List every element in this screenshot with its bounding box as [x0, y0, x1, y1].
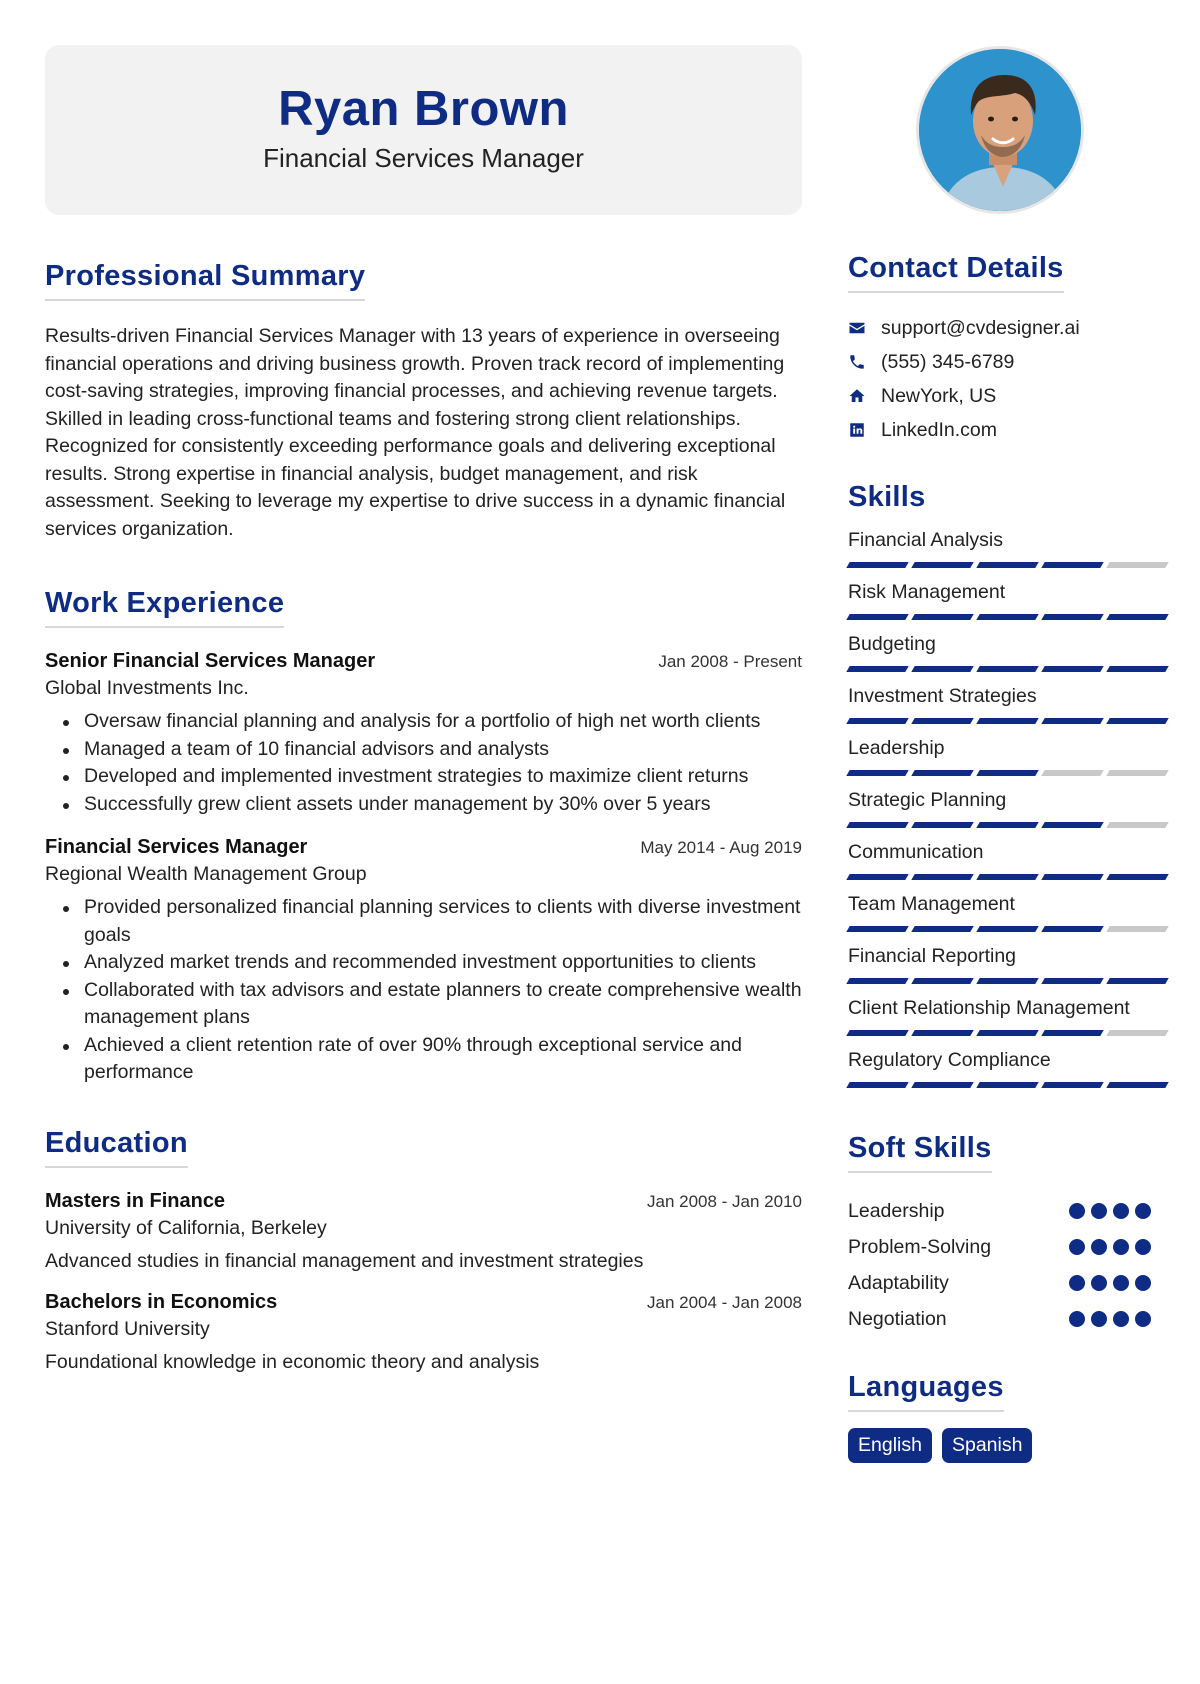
- skill-segment-filled: [976, 770, 1038, 776]
- section-skills: [848, 481, 1173, 1088]
- skill-level-bar: [848, 874, 1173, 880]
- skill-segment-filled: [911, 978, 973, 984]
- job-dates: Jan 2008 - Present: [658, 652, 802, 671]
- rating-dot-filled: [1091, 1275, 1107, 1291]
- skill-segment-filled: [1041, 874, 1103, 880]
- rating-dot-filled: [1069, 1239, 1085, 1255]
- skill-segment-filled: [1041, 1082, 1103, 1088]
- degree-name: Masters in Finance: [45, 1189, 226, 1212]
- rating-dot-filled: [1113, 1239, 1129, 1255]
- contact-email[interactable]: [848, 311, 1173, 345]
- soft-skill-rating: [1069, 1311, 1151, 1327]
- skill-segment-filled: [976, 614, 1038, 620]
- skill-name: Financial Analysis: [848, 529, 1003, 551]
- skill-segment-filled: [846, 666, 908, 672]
- linkedin-text[interactable]: LinkedIn.com: [881, 418, 997, 441]
- candidate-title: Financial Services Manager: [263, 142, 584, 173]
- section-languages: [848, 1371, 1173, 1463]
- skill-level-bar: [848, 562, 1173, 568]
- skill-segment-filled: [1106, 666, 1168, 672]
- list-item: Achieved a client retention rate of over 90% through exceptional service and performance: [45, 1032, 802, 1087]
- skill-name: Financial Reporting: [848, 945, 1017, 967]
- skill-segment-filled: [1041, 822, 1103, 828]
- skill-segment-filled: [846, 978, 908, 984]
- skill-segment-filled: [846, 926, 908, 932]
- contact-heading: Contact Details: [848, 252, 1064, 293]
- phone-icon: [848, 353, 866, 371]
- skill-segment-filled: [976, 718, 1038, 724]
- rating-dot-filled: [1069, 1311, 1085, 1327]
- contact-location: [848, 379, 1173, 413]
- skill-item: [848, 892, 1173, 932]
- rating-dot-filled: [1135, 1275, 1151, 1291]
- contact-phone[interactable]: [848, 345, 1173, 379]
- skill-segment-filled: [911, 822, 973, 828]
- list-item: Provided personalized financial planning services to clients with diverse investment goals: [45, 894, 802, 949]
- skill-item: [848, 944, 1173, 984]
- skill-segment-empty: [1041, 770, 1103, 776]
- job-entry: [45, 650, 802, 818]
- header-card: [45, 45, 802, 215]
- soft-skill-item: [848, 1301, 1173, 1337]
- rating-dot-filled: [1135, 1239, 1151, 1255]
- skill-segment-filled: [846, 562, 908, 568]
- skill-segment-filled: [1106, 978, 1168, 984]
- job-role: Senior Financial Services Manager: [45, 650, 376, 672]
- language-badge: English: [848, 1428, 932, 1463]
- skill-segment-filled: [1041, 666, 1103, 672]
- soft-skills-list: [848, 1193, 1173, 1337]
- job-bullets: [45, 894, 802, 1087]
- skill-item: [848, 684, 1173, 724]
- skill-segment-filled: [976, 978, 1038, 984]
- skill-segment-empty: [1106, 562, 1168, 568]
- skill-segment-filled: [976, 822, 1038, 828]
- soft-skill-rating: [1069, 1275, 1151, 1291]
- skill-item: [848, 788, 1173, 828]
- skill-segment-filled: [911, 562, 973, 568]
- home-icon: [848, 387, 866, 405]
- skill-segment-filled: [976, 1030, 1038, 1036]
- skill-segment-filled: [1106, 1082, 1168, 1088]
- skill-item: [848, 528, 1173, 568]
- soft-skill-item: [848, 1193, 1173, 1229]
- job-entry: [45, 836, 802, 1087]
- list-item: Developed and implemented investment strategies to maximize client returns: [45, 763, 802, 791]
- skill-name: Communication: [848, 841, 984, 863]
- section-experience: [45, 587, 802, 1087]
- degree-name: Bachelors in Economics: [45, 1290, 278, 1313]
- skill-segment-empty: [1106, 822, 1168, 828]
- skill-level-bar: [848, 770, 1173, 776]
- skill-segment-filled: [1041, 614, 1103, 620]
- envelope-icon: [848, 319, 866, 337]
- list-item: Managed a team of 10 financial advisors and analysts: [45, 736, 802, 764]
- skill-item: [848, 1048, 1173, 1088]
- skill-name: Team Management: [848, 893, 1015, 915]
- skill-name: Risk Management: [848, 581, 1006, 603]
- section-contact: [848, 252, 1173, 447]
- skill-segment-filled: [1041, 926, 1103, 932]
- contact-linkedin[interactable]: [848, 413, 1173, 447]
- candidate-name: Ryan Brown: [278, 82, 569, 136]
- rating-dot-filled: [1113, 1275, 1129, 1291]
- skill-segment-filled: [846, 1082, 908, 1088]
- skill-name: Budgeting: [848, 633, 936, 655]
- education-dates: Jan 2004 - Jan 2008: [646, 1292, 802, 1312]
- list-item: Analyzed market trends and recommended investment opportunities to clients: [45, 949, 802, 977]
- education-heading: Education: [45, 1127, 188, 1168]
- phone-text: (555) 345-6789: [881, 350, 1015, 373]
- skill-segment-empty: [1106, 1030, 1168, 1036]
- education-description: Foundational knowledge in economic theory and analysis: [45, 1350, 540, 1373]
- skill-level-bar: [848, 666, 1173, 672]
- education-entry: [45, 1190, 802, 1273]
- skill-segment-filled: [846, 770, 908, 776]
- skills-heading: Skills: [848, 481, 926, 513]
- summary-text: Results-driven Financial Services Manager with 13 years of experience in overseeing financial operations and driving business growth. Proven track record of implementing cost-saving strategies, improving financial processes, and achieving revenue targets. Skilled in leading cross-functional teams and fostering strong client relationships. Recognized for consistently exceeding performance goals and delivering exceptional results. Strong expertise in financial analysis, budget management, and risk assessment. Seeking to leverage my expertise to drive success in a dynamic financial services organization.: [45, 325, 786, 540]
- soft-skill-item: [848, 1229, 1173, 1265]
- location-text: NewYork, US: [881, 384, 997, 407]
- school-name: Stanford University: [45, 1317, 210, 1340]
- skill-segment-filled: [976, 562, 1038, 568]
- skill-segment-filled: [1106, 874, 1168, 880]
- soft-skills-heading: Soft Skills: [848, 1132, 992, 1173]
- soft-skill-name: Adaptability: [848, 1271, 949, 1294]
- skill-segment-filled: [1041, 1030, 1103, 1036]
- job-company: Global Investments Inc.: [45, 677, 249, 699]
- skill-segment-filled: [846, 614, 908, 620]
- job-role: Financial Services Manager: [45, 836, 308, 858]
- soft-skill-rating: [1069, 1203, 1151, 1219]
- skill-level-bar: [848, 718, 1173, 724]
- skill-segment-filled: [1041, 562, 1103, 568]
- skill-name: Leadership: [848, 737, 945, 759]
- skill-item: [848, 632, 1173, 672]
- experience-heading: Work Experience: [45, 587, 284, 628]
- skill-segment-filled: [1041, 978, 1103, 984]
- skill-segment-filled: [976, 874, 1038, 880]
- soft-skill-item: [848, 1265, 1173, 1301]
- skill-segment-filled: [976, 926, 1038, 932]
- skill-segment-filled: [911, 926, 973, 932]
- rating-dot-filled: [1135, 1311, 1151, 1327]
- skill-segment-filled: [911, 614, 973, 620]
- skills-list: [848, 528, 1173, 1088]
- portrait-illustration: [919, 49, 1084, 214]
- skill-segment-filled: [1106, 718, 1168, 724]
- rating-dot-filled: [1091, 1203, 1107, 1219]
- skill-segment-filled: [846, 718, 908, 724]
- skill-segment-empty: [1106, 926, 1168, 932]
- soft-skill-name: Problem-Solving: [848, 1235, 992, 1258]
- job-company: Regional Wealth Management Group: [45, 863, 367, 885]
- skill-segment-filled: [1041, 718, 1103, 724]
- skill-segment-filled: [911, 1082, 973, 1088]
- rating-dot-filled: [1135, 1203, 1151, 1219]
- job-dates: May 2014 - Aug 2019: [640, 838, 802, 857]
- profile-photo: [916, 46, 1084, 214]
- soft-skill-name: Leadership: [848, 1199, 945, 1222]
- skill-segment-filled: [911, 874, 973, 880]
- section-summary: [45, 260, 802, 543]
- skill-segment-filled: [846, 1030, 908, 1036]
- summary-heading: Professional Summary: [45, 260, 365, 301]
- sidebar-column: [848, 252, 1173, 1463]
- section-education: [45, 1127, 802, 1374]
- rating-dot-filled: [1091, 1311, 1107, 1327]
- skill-segment-filled: [846, 822, 908, 828]
- skill-segment-filled: [911, 666, 973, 672]
- skill-segment-filled: [911, 1030, 973, 1036]
- education-description: Advanced studies in financial management and investment strategies: [45, 1249, 644, 1272]
- skill-segment-filled: [976, 666, 1038, 672]
- rating-dot-filled: [1069, 1275, 1085, 1291]
- skill-item: [848, 840, 1173, 880]
- skill-level-bar: [848, 822, 1173, 828]
- skill-name: Client Relationship Management: [848, 997, 1130, 1019]
- skill-level-bar: [848, 1082, 1173, 1088]
- rating-dot-filled: [1091, 1239, 1107, 1255]
- soft-skill-name: Negotiation: [848, 1307, 947, 1330]
- skill-level-bar: [848, 614, 1173, 620]
- skill-segment-filled: [976, 1082, 1038, 1088]
- section-soft-skills: [848, 1132, 1173, 1337]
- language-badge: Spanish: [942, 1428, 1032, 1463]
- skill-name: Strategic Planning: [848, 789, 1007, 811]
- list-item: Oversaw financial planning and analysis for a portfolio of high net worth clients: [45, 708, 802, 736]
- job-bullets: [45, 708, 802, 818]
- list-item: Successfully grew client assets under management by 30% over 5 years: [45, 791, 802, 819]
- skill-segment-filled: [1106, 614, 1168, 620]
- list-item: Collaborated with tax advisors and estate planners to create comprehensive wealth management plans: [45, 977, 802, 1032]
- linkedin-icon: [848, 421, 866, 439]
- school-name: University of California, Berkeley: [45, 1216, 327, 1239]
- skill-segment-empty: [1106, 770, 1168, 776]
- rating-dot-filled: [1113, 1203, 1129, 1219]
- skill-level-bar: [848, 926, 1173, 932]
- skill-level-bar: [848, 978, 1173, 984]
- skill-name: Investment Strategies: [848, 685, 1037, 707]
- rating-dot-filled: [1113, 1311, 1129, 1327]
- skill-item: [848, 580, 1173, 620]
- rating-dot-filled: [1069, 1203, 1085, 1219]
- email-text[interactable]: support@cvdesigner.ai: [881, 316, 1080, 339]
- skill-item: [848, 996, 1173, 1036]
- main-column: [45, 260, 802, 1374]
- education-entry: [45, 1291, 802, 1374]
- skill-segment-filled: [846, 874, 908, 880]
- skill-segment-filled: [911, 718, 973, 724]
- languages-heading: Languages: [848, 1371, 1004, 1412]
- languages-list: [848, 1428, 1173, 1463]
- soft-skill-rating: [1069, 1239, 1151, 1255]
- skill-item: [848, 736, 1173, 776]
- skill-segment-filled: [911, 770, 973, 776]
- skill-name: Regulatory Compliance: [848, 1049, 1051, 1071]
- skill-level-bar: [848, 1030, 1173, 1036]
- education-dates: Jan 2008 - Jan 2010: [646, 1191, 802, 1211]
